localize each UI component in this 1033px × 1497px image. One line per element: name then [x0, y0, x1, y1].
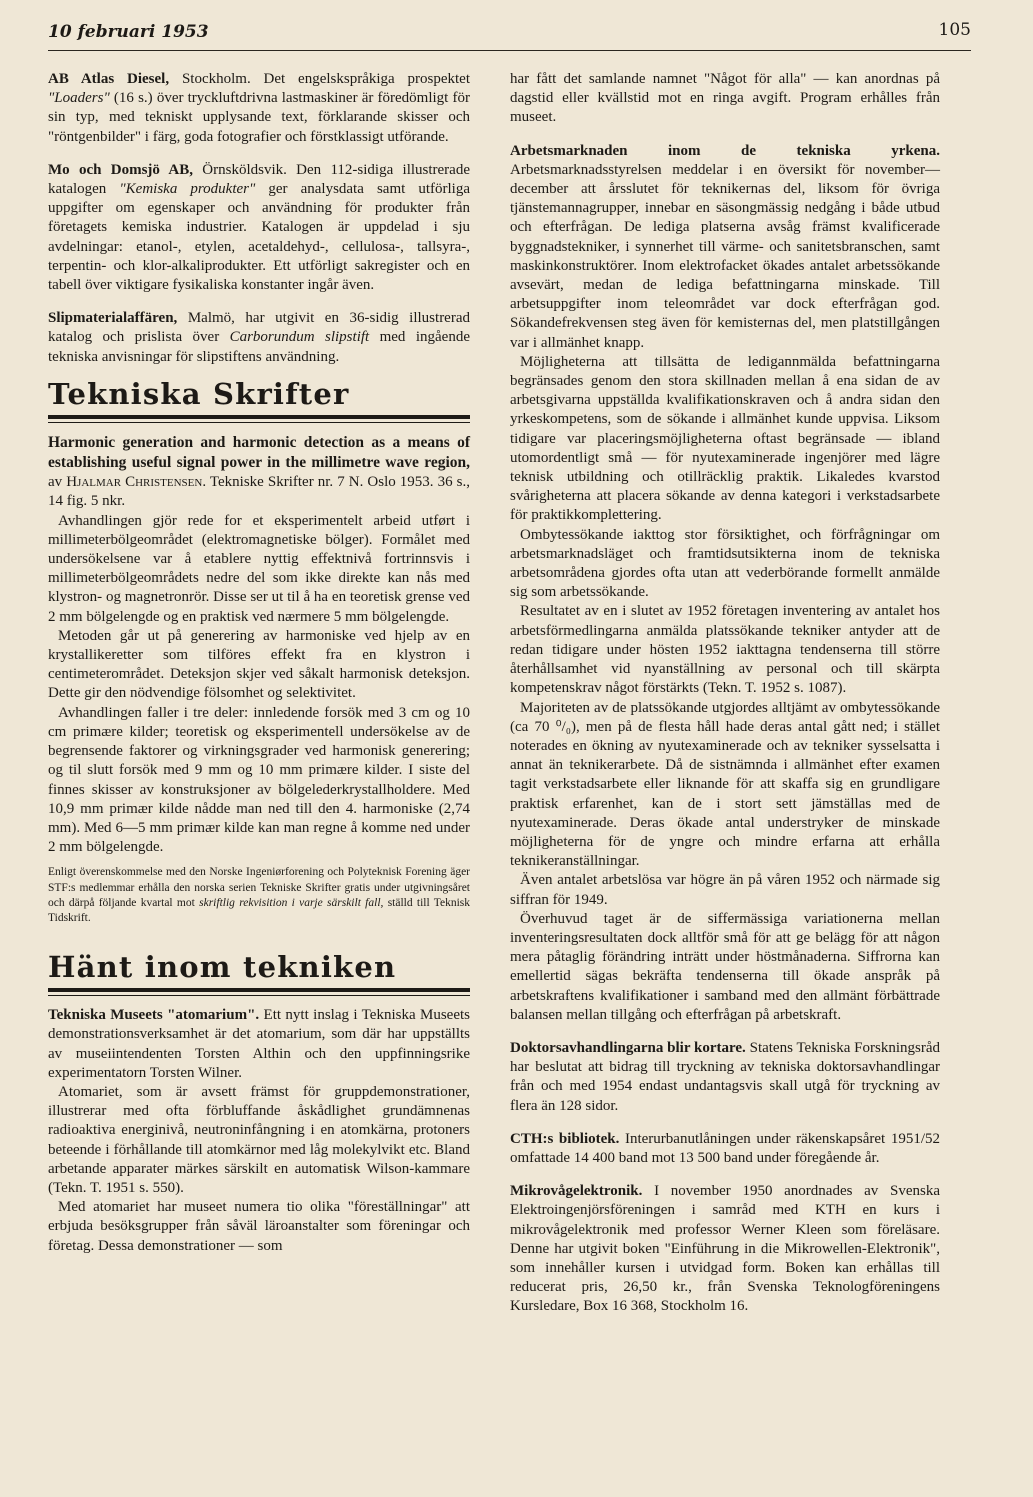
news-lead: CTH:s bibliotek.: [510, 1130, 620, 1147]
article-by: av: [48, 474, 67, 491]
news-text: Interurbanutlåningen under räkenskapsåret 1951/52 omfattade 14 400 band mot 13 500 band under föregående år.: [510, 1130, 940, 1166]
notice-title: "Kemiska produkter": [119, 181, 256, 198]
news-arbetsmarknaden: [510, 142, 940, 353]
notice-title: "Loaders": [48, 90, 110, 107]
notice-text: med ingående tekniska anvisningar för slipstiftens användning.: [48, 329, 470, 365]
page-header: [48, 20, 971, 51]
section-title-hant-inom-tekniken: Hänt inom tekniken: [48, 950, 397, 985]
section-rule: [48, 422, 470, 423]
notice-lead: Slipmaterialaffären,: [48, 310, 178, 327]
article-paragraph: Metoden går ut på generering av harmoniske ved hjelp av en krystallikeretter som tilföres effekt fra en klystron i centimeterområdet. Deteksjon skjer ved såkalt harmonisk deteksjon. Dette gir den nödvendige fölsomhet og selektivitet.: [48, 627, 470, 702]
news-lead: Arbetsmarknaden inom de tekniska yrkena.: [510, 142, 940, 159]
news-cth-bibliotek: [510, 1130, 940, 1168]
article-author: Hjalmar Christensen: [66, 474, 203, 491]
notice-lead: Mo och Domsjö AB,: [48, 161, 193, 178]
news-paragraph: Ombytessökande iakttog stor försiktighet, och förfrågningar om arbetsmarknadsläget och framtidsutsikterna inom de tekniska arbetsområdena gjordes ofta utan att vederbörande formellt anmälde sig som arbetssökande.: [510, 526, 940, 601]
news-paragraph: Resultatet av en i slutet av 1952 företagen inventering av antalet hos arbetsförmedlingarna anmälda platssökande tekniker antyder att de redan tidigare under hösten 1952 iakttagna tendenserna till större återhållsamhet vid nyanställning av personal och till skärpta kompetenskrav något förstärkts (Tekn. T. 1952 s. 1087).: [510, 603, 940, 697]
article-paragraph: Avhandlingen faller i tre deler: innledende forsök med 3 cm og 10 cm primære kilder; teoretisk og eksperimentell undersökelse av de begrensende faktorer og virkningsgrader ved harmonisk generering; og til slutt forsök med 9 mm og 10 mm primære kilder. I siste del finnes skisser av konstruksjoner av bölgelederkrystallholdere. Med 10,9 mm primær kilde nådde man ned till den 4. harmoniske (2,74 mm). Med 6—5 mm primær kilde kan man regne å komme ned under 2 mm bölgelengde.: [48, 704, 470, 856]
article-heading: [48, 433, 470, 512]
section-rule: [48, 995, 470, 996]
notice-slipmaterialaffaren: [48, 309, 470, 367]
issue-date: 10 februari 1953: [48, 22, 209, 42]
notice-lead: AB Atlas Diesel,: [48, 71, 170, 87]
news-paragraph: Atomariet, som är avsett främst för gruppdemonstrationer, illustrerar med ofta förbluffande åskådlighet grundämnenas radioaktiva energinivå, neutroninfångning i en atomkärna, protoners beteende i förhållande till atomkärnor med låg molekylvikt etc. Bland arbetande apparater märkes särskilt en automatisk Wilson-kammare (Tekn. T. 1951 s. 550).: [48, 1083, 470, 1196]
news-paragraph: Med atomariet har museet numera tio olika "föreställningar" att erbjuda besöksgrupper från såväl läroanstalter som föreningar och företag. Dessa demonstrationer — som: [48, 1199, 470, 1254]
news-mikrovagelektronik: [510, 1182, 940, 1316]
news-lead: Tekniska Museets "atomarium".: [48, 1007, 260, 1024]
news-doktorsavhandlingar: [510, 1039, 940, 1116]
news-continuation: har fått det samlande namnet "Något för alla" — kan anordnas på dagstid eller kvällstid mot en ringa avgift. Program erhålles från museet.: [510, 71, 940, 126]
notice-text: Stockholm. Det engelskspråkiga prospektet: [169, 71, 471, 87]
page-number: 105: [938, 20, 971, 40]
notice-atlas-diesel: [48, 70, 470, 147]
news-lead: Doktorsavhandlingarna blir kortare.: [510, 1039, 746, 1056]
news-text: Statens Tekniska Forskningsråd har beslutat att bidrag till tryckning av tekniska doktorsavhandlingar från och med 1954 endast undantagsvis skall utgå för tryckning av flera än 128 sidor.: [510, 1039, 941, 1114]
news-paragraph: Även antalet arbetslösa var högre än på våren 1952 och närmade sig siffran för 1949.: [510, 872, 940, 908]
news-text: Ett nytt inslag i Tekniska Museets demonstrationsverksamhet är det atomarium, som där har uppställts av museiintendenten Torsten Althin och den uppfinningsrike experimentatorn Torsten Wilner.: [48, 1007, 470, 1081]
news-lead: Mikrovågelektronik.: [510, 1183, 643, 1200]
news-text: I november 1950 anordnades av Svenska Elektroingenjörsföreningen i samråd med KTH en kurs i mikrovågelektronik med professor Werner Kleen som föreläsare. Denne har utgivit boken "Einführung in die Mikrowellen-Elektronik", som innehåller kursen i utvidgad form. Boken kan erhållas till reducerat pris, 26,50 kr., från Svenska Teknologföreningens Kursledare, Box 16 368, Stockholm 16.: [510, 1183, 940, 1315]
notice-text: (16 s.) över tryckluftdrivna lastmaskiner är föredömligt för sin typ, med tekniskt upplysande text, förklarande skisser och "röntgenbilder" i färg, goda fotografier och förstklassigt utförande.: [48, 90, 470, 145]
news-paragraph: Möjligheterna att tillsätta de ledigannmälda befattningarna begränsades genom den stora skillnaden mellan å ena sidan de av arbetsgivarna uppställda kvalifikationskraven och å andra sidan den yrkeskompetens, som de sökande i allmänhet kunde uppvisa. Liksom tidigare var placeringsmöjligheterna oftast begränsade — ibland utomordentligt små — för nyutexaminerade ingenjörer med lägre teknisk utbildning och otillräcklig praktik. Likaledes kvarstod svårigheterna att placera sökande av denna kategori i verkstadsarbete för praktikkomplettering.: [510, 353, 940, 524]
notice-text: Malmö, har utgivit en 36-sidig illustrerad katalog och prislista över: [48, 310, 470, 346]
notice-mo-och-domsjo: [48, 161, 470, 295]
news-text: Arbetsmarknadsstyrelsen meddelar i en översikt för november—december att årsslutet för teknikernas del, liksom för övriga tjänstemannagrupper, innebar en säsongmässig nedgång i både utbud och efterfrågan. De lediga platserna avsåg främst kvalificerade byggnadstekniker, i synnerhet till värme- och sanitetsbranschen, samt maskinkonstruktörer. Inom elektrofacket ökades antalet arbetssökande avsevärt, medan de lediga befattningarna minskade. Till arbetsuppgifter inom teleområdet var dock efterfrågan god. Sökandefrekvensen steg även för kemisternas del, men platstillgången var i allmänhet knapp.: [510, 161, 940, 351]
news-paragraph: Majoriteten av de platssökande utgjordes alltjämt av ombytessökande (ca 70 ⁰/₀), men på de flesta håll hade deras antal gått ned; i stället noterades en ökning av nyutexaminerade och av tekniker sysselsatta i annat än teknikerarbete. Då de sistnämnda i allmänhet efter examen tagit verkstadsarbete eller liknande för att skaffa sig en grundligare praktisk erfarenhet, kan de i stort sett jämställas med de nyutexaminerade. Deras ökade antal understryker de minskade möjligheterna för de yngre och mindre erfarna att erhålla teknikeranställningar.: [510, 699, 940, 870]
article-reference: . Tekniske Skrifter nr. 7 N. Oslo 1953. 36 s., 14 fig. 5 nkr.: [48, 474, 470, 510]
notice-text: Örnsköldsvik. Den 112-sidiga illustrerade katalogen: [48, 161, 470, 198]
left-column: [48, 70, 470, 1256]
article-paragraph: Avhandlingen gjör rede for et eksperimentelt arbeid utført i millimeterbölgeområdet (elektromagnetiske bölger). Formålet med undersökelsene var å etablere nyttig effektnivå fortrinnsvis i millimeterbölgeområdets nedre del som ikke direkte kan nås med klystron- og magnetronrör. Disse ser ut til å ha en teoretisk grense ved 2 mm bölgelengde og en praktisk ved nærmere 5 mm bölgelengde.: [48, 512, 470, 625]
article-title: Harmonic generation and harmonic detection as a means of establishing useful signal power in the millimetre wave region,: [48, 433, 470, 472]
news-paragraph: Överhuvud taget är de siffermässiga variationerna mellan inventeringsresultaten dock alltför små för att ge belägg för att någon mera påtaglig förändring inträtt under höstmånaderna. Siffrorna kan emellertid sägas bekräfta tendenserna till ökade anspråk på arbetskraftens kvalifikationer i samband med den allmänt förbättrade balansen mellan tillgång och efterfrågan på arbetskraft.: [510, 910, 940, 1023]
notice-title: Carborundum slipstift: [229, 329, 370, 346]
news-atomarium: [48, 1006, 470, 1083]
notice-text: ger analysdata samt utförliga uppgifter om egenskaper och användning för produkter från företagets kemiska industrier. Katalogen är uppdelad i sju avdelningar: etanol-, etylen, acetaldehyd-, cellulosa-, tallsyra-, terpentin- och klor-alkaliprodukter. Ett utförligt sakregister och en tabell över viktigare fysikaliska konstanter ingår även.: [48, 181, 470, 294]
section-title-tekniska-skrifter: Tekniska Skrifter: [48, 376, 350, 411]
editorial-note: Enligt överenskommelse med den Norske Ingeniørforening och Polyteknisk Forening äger STF:s medlemmar erhålla den norska serien Tekniske Skrifter gratis under utgivningsåret och därpå följande kvartal mot skriftlig rekvisition i varje särskilt fall, ställd till Teknisk Tidskrift.: [48, 866, 471, 924]
section-rule: [48, 415, 470, 419]
section-rule: [48, 988, 470, 992]
right-column: [510, 70, 940, 1317]
